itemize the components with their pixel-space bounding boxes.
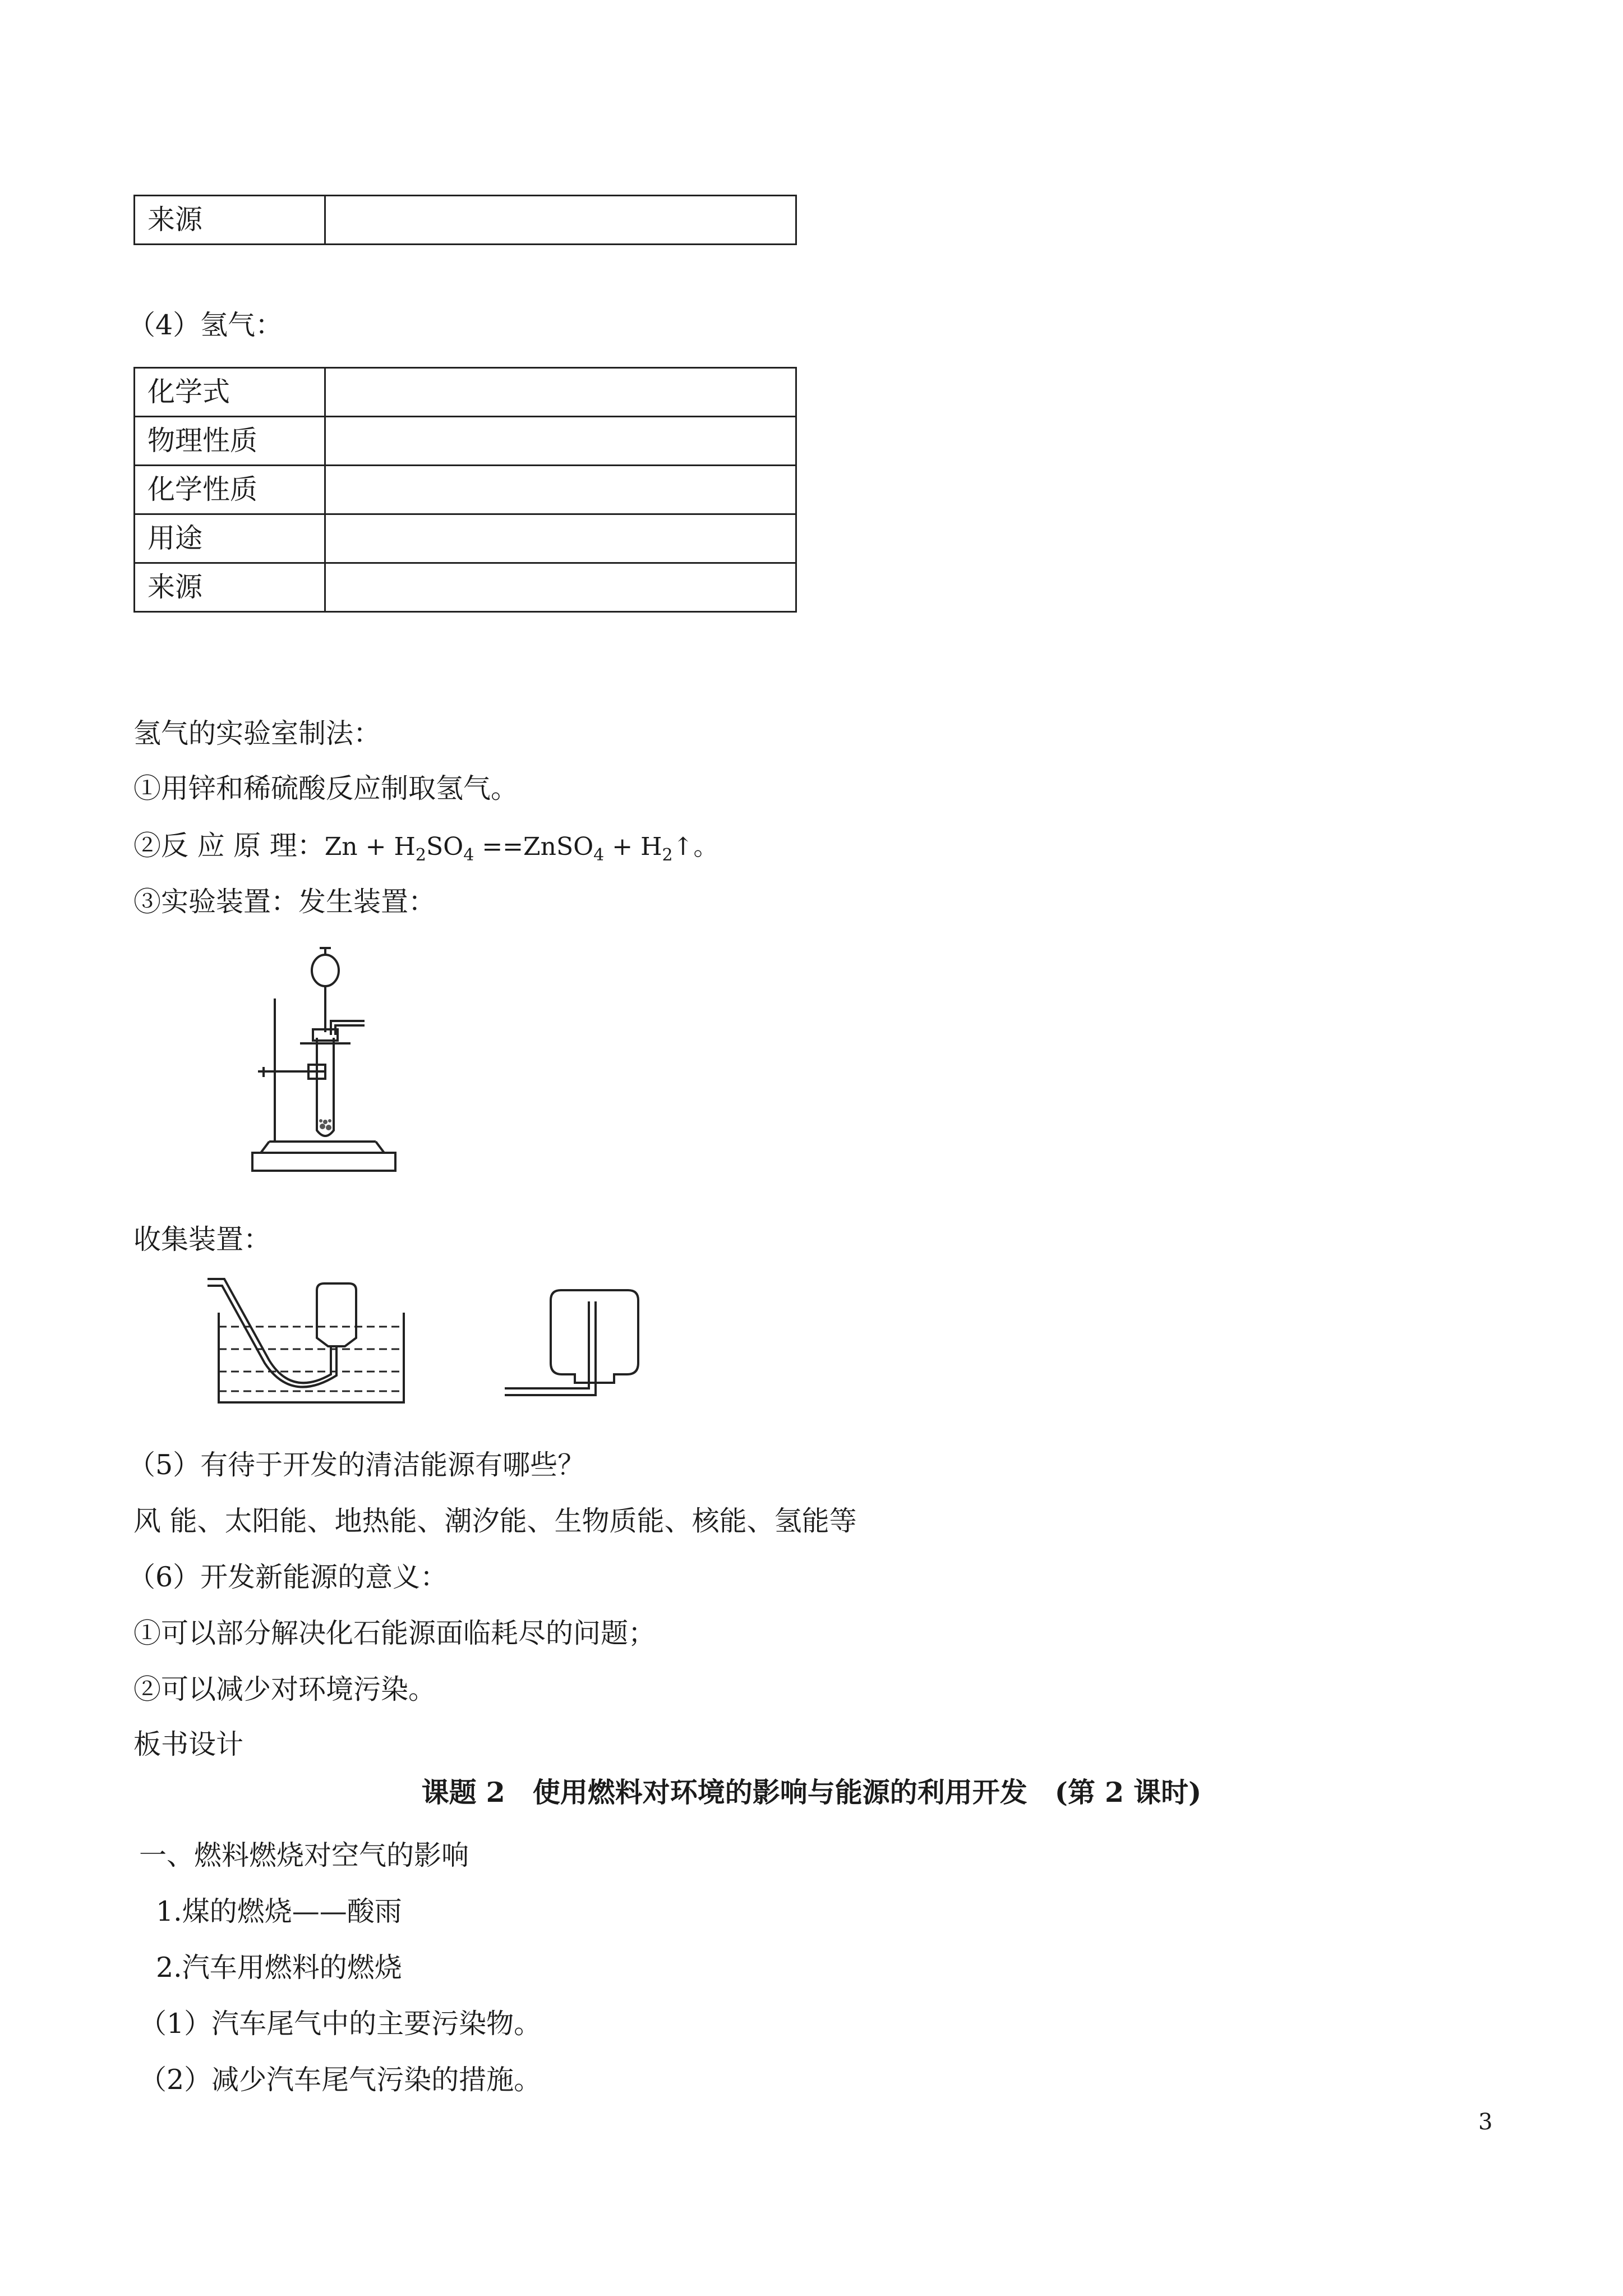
table-row [135, 563, 796, 612]
table-key: 来源 [135, 563, 325, 612]
separatory-funnel [312, 955, 339, 986]
gas-bottle [317, 1283, 356, 1346]
equation: $Zn + H_2SO_4$ ==ZnSO$_4$ + $H_2↑$。 [324, 832, 718, 865]
step-1: ①用锌和稀硫酸反应制取氢气。 [133, 772, 519, 804]
generation-apparatus-figure [241, 942, 409, 1178]
table-row [135, 514, 796, 563]
table-value [325, 514, 796, 563]
step-3: ③实验装置：发生装置： [133, 886, 436, 918]
table-row [135, 417, 796, 466]
water-displacement-figure [202, 1273, 454, 1408]
table-value [325, 417, 796, 466]
collect-label: 收集装置： [133, 1223, 271, 1255]
table-row [135, 466, 796, 514]
section-6-item-1: ①可以部分解决化石能源面临耗尽的问题； [133, 1617, 656, 1649]
table-value [325, 563, 796, 612]
outline-item: （1）汽车尾气中的主要污染物。 [139, 2008, 542, 2040]
section-6-item-2: ②可以减少对环境污染。 [133, 1673, 436, 1705]
table-row [135, 196, 796, 245]
source-table [133, 195, 797, 245]
table-key: 物理性质 [135, 417, 325, 466]
section-5-question: （5）有待于开发的清洁能源有哪些？ [128, 1449, 585, 1481]
section-5-answer: 风 能、太阳能、地热能、潮汐能、生物质能、核能、氢能等 [133, 1505, 857, 1537]
outline-heading: 一、燃料燃烧对空气的影响 [139, 1839, 469, 1871]
table-value [325, 368, 796, 417]
page-number: 3 [1478, 2109, 1493, 2135]
outline-item: （2）减少汽车尾气污染的措施。 [139, 2064, 542, 2096]
delivery-tube [505, 1301, 589, 1388]
lesson-title: 课题 2 使用燃料对环境的影响与能源的利用开发 (第 2 课时) [421, 1776, 1202, 1809]
step-2-equation [133, 829, 718, 872]
stand-base [252, 1153, 395, 1171]
outline-item: 2.汽车用燃料的燃烧 [156, 1952, 402, 1984]
table-value [325, 196, 796, 245]
table-key: 用途 [135, 514, 325, 563]
table-key: 化学式 [135, 368, 325, 417]
section-4-heading: （4）氢气： [128, 309, 283, 341]
step-2-label: ②反 应 原 理： [133, 830, 325, 862]
outline-item: 1.煤的燃烧——酸雨 [156, 1895, 402, 1927]
table-row [135, 368, 796, 417]
lab-method-heading: 氢气的实验室制法： [133, 717, 381, 749]
section-6-heading: （6）开发新能源的意义： [128, 1561, 448, 1593]
hydrogen-table [133, 367, 797, 613]
table-key: 化学性质 [135, 466, 325, 514]
upward-air-displacement-figure [499, 1285, 667, 1408]
board-design-label: 板书设计 [133, 1728, 244, 1760]
table-key: 来源 [135, 196, 325, 245]
table-value [325, 466, 796, 514]
